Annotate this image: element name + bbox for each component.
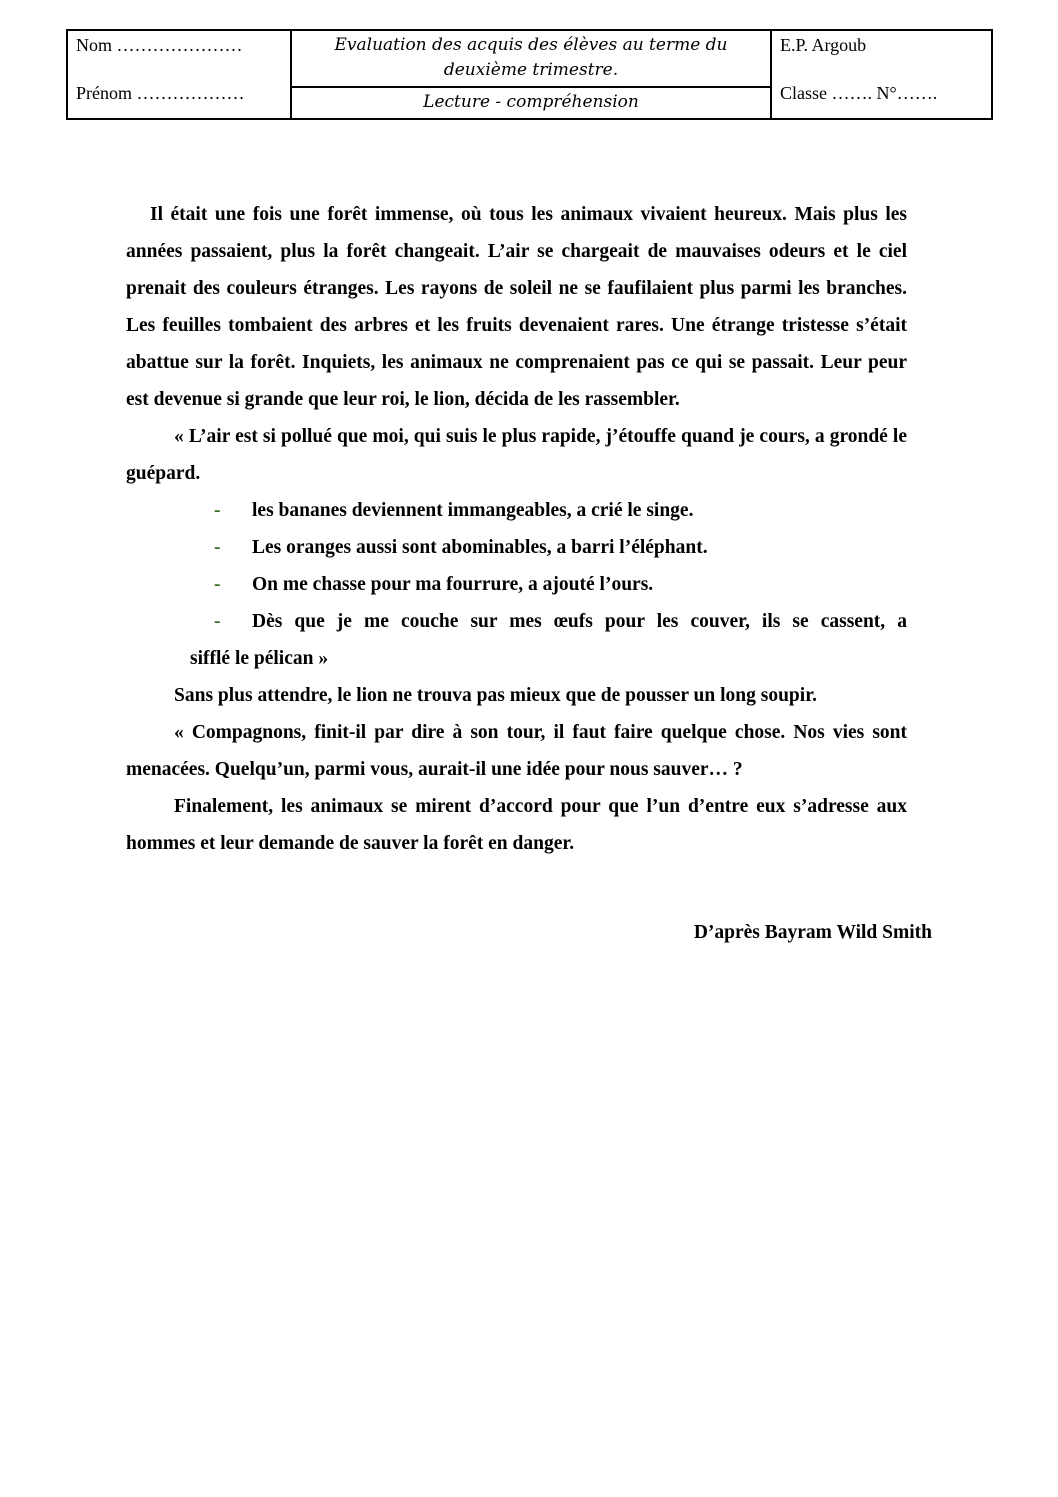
dialog-text: les bananes deviennent immangeables, a crié le singe.: [252, 500, 694, 521]
dash-bullet: -: [214, 500, 221, 521]
dialog-item: [214, 492, 907, 529]
paragraph-5: Finalement, les animaux se mirent d’accord pour que l’un d’entre eux s’adresse aux hommes et leur demande de sauver la forêt en danger.: [126, 796, 907, 854]
paragraph-1: Il était une fois une forêt immense, où tous les animaux vivaient heureux. Mais plus les années passaient, plus la forêt changeait. L’air se chargeait de mauvaises odeurs et le ciel prenait des couleurs étranges. Les rayons de soleil ne se faufilaient plus parmi les branches. Les feuilles tombaient des arbres et les fruits devenaient rares. Une étrange tristesse s’était abattue sur la forêt. Inquiets, les animaux ne comprenaient pas ce qui se passait. Leur peur est devenue si grande que leur roi, le lion, décida de les rassembler.: [126, 204, 907, 410]
evaluation-title: [292, 31, 770, 88]
paragraph-3: Sans plus attendre, le lion ne trouva pas mieux que de pousser un long soupir.: [174, 685, 817, 706]
dialog-item: [214, 529, 907, 566]
dialog-text: On me chasse pour ma fourrure, a ajouté l’ours.: [252, 574, 654, 595]
subject-subtitle: Lecture - compréhension: [423, 92, 639, 112]
dialog-item: [214, 566, 907, 603]
school-name: E.P. Argoub: [780, 35, 867, 55]
dash-bullet: -: [214, 611, 221, 632]
dialog-text: Les oranges aussi sont abominables, a barri l’éléphant.: [252, 537, 708, 558]
dialog-item: [214, 603, 907, 640]
title-cell: [292, 31, 772, 118]
dialog-end: sifflé le pélican »: [190, 648, 329, 669]
classe-field[interactable]: Classe ……. N°…….: [780, 83, 938, 103]
dialog-text: Dès que je me couche sur mes œufs pour les couver, ils se cassent, a: [252, 611, 907, 632]
title-line-2: deuxième trimestre.: [443, 60, 619, 80]
dash-bullet: -: [214, 537, 221, 558]
author-credit: D’après Bayram Wild Smith: [693, 922, 932, 943]
student-info-cell: [68, 31, 292, 118]
prenom-field[interactable]: Prénom ………………: [76, 83, 245, 103]
reading-text: [126, 196, 907, 862]
dash-bullet: -: [214, 574, 221, 595]
paragraph-2: « L’air est si pollué que moi, qui suis le plus rapide, j’étouffe quand je cours, a grondé le guépard.: [126, 426, 907, 484]
nom-field[interactable]: Nom …………………: [76, 35, 243, 55]
paragraph-4: « Compagnons, finit-il par dire à son tour, il faut faire quelque chose. Nos vies sont menacées. Quelqu’un, parmi vous, aurait-il une idée pour nous sauver… ?: [126, 722, 907, 780]
header-table: [66, 29, 993, 120]
school-cell: [772, 31, 991, 118]
title-line-1: Evaluation des acquis des élèves au terme du: [334, 35, 728, 55]
